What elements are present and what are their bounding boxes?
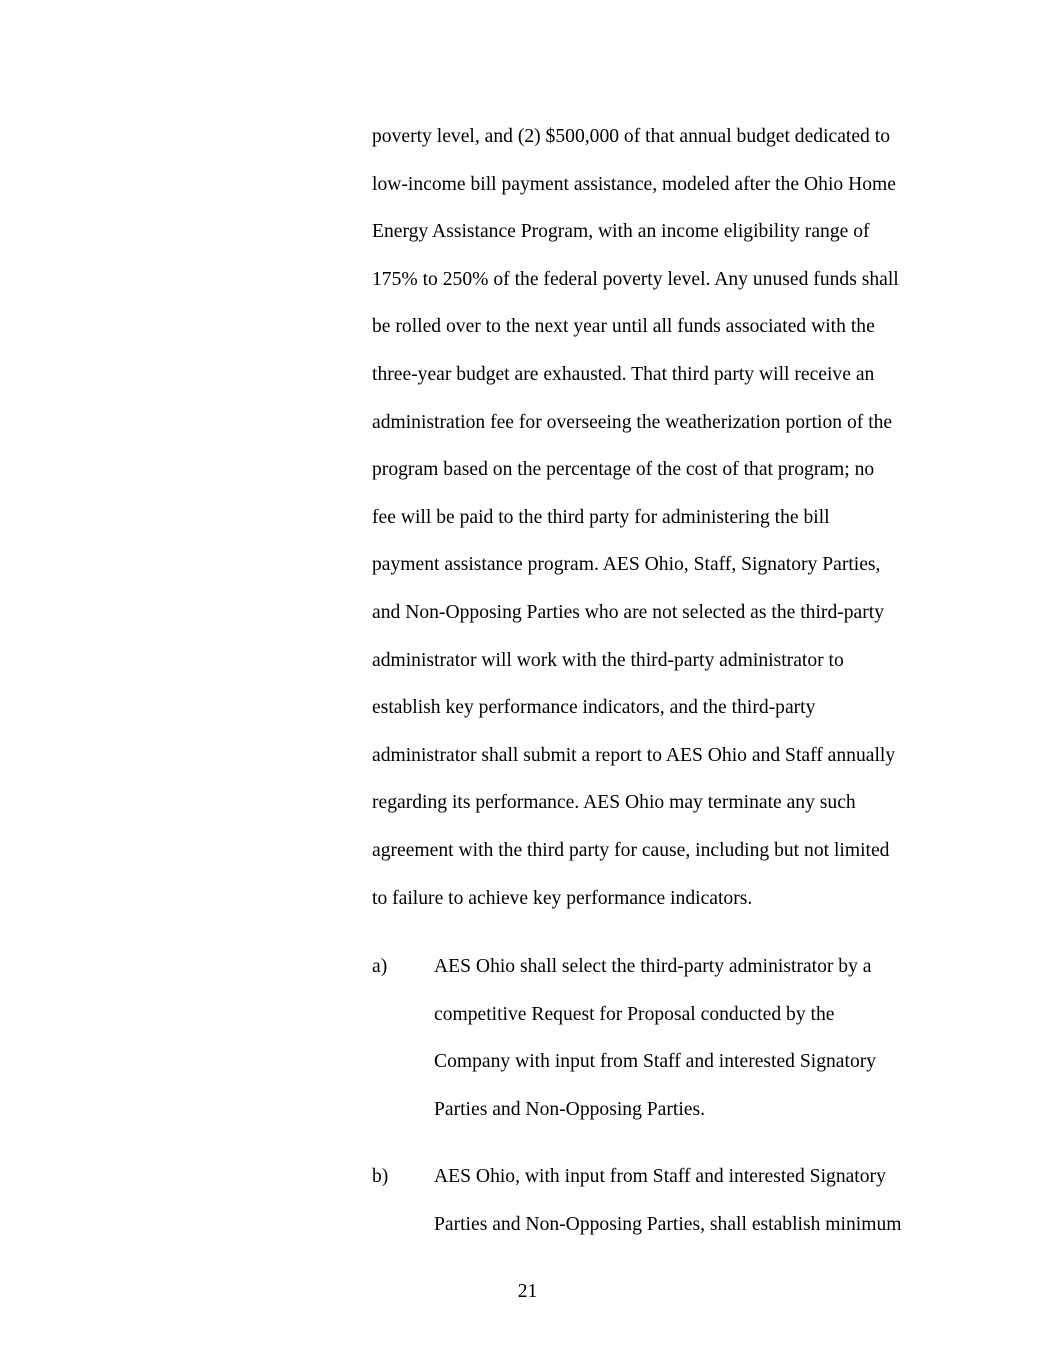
page-number: 21 (517, 1281, 538, 1302)
paragraph-line: regarding its performance. AES Ohio may terminate any such (372, 792, 856, 814)
list-item-line: Parties and Non-Opposing Parties. (434, 1098, 706, 1120)
paragraph-line: administrator will work with the third-party administrator to (372, 649, 844, 671)
list-item-line: Company with input from Staff and interested Signatory (434, 1051, 877, 1073)
paragraph-line: program based on the percentage of the cost of that program; no (372, 459, 875, 481)
list-marker: b) (372, 1166, 389, 1187)
list-item-line: AES Ohio shall select the third-party administrator by a (434, 956, 872, 977)
paragraph-line: agreement with the third party for cause, including but not limited (372, 839, 890, 861)
paragraph-line: administration fee for overseeing the weatherization portion of the (372, 411, 893, 433)
list-item-line: Parties and Non-Opposing Parties, shall establish minimum (434, 1213, 902, 1235)
list-item-line: competitive Request for Proposal conducted by the (434, 1003, 835, 1025)
list-item-text (434, 946, 994, 1136)
paragraph-line: be rolled over to the next year until all funds associated with the (372, 316, 875, 338)
paragraph-line: 175% to 250% of the federal poverty level. Any unused funds shall (372, 268, 899, 290)
paragraph-line: poverty level, and (2) $500,000 of that annual budget dedicated to (372, 126, 890, 147)
paragraph-line: Energy Assistance Program, with an income eligibility range of (372, 221, 870, 243)
paragraph-line: fee will be paid to the third party for administering the bill (372, 506, 830, 528)
paragraph-line: establish key performance indicators, and the third-party (372, 697, 816, 719)
list-marker: a) (372, 956, 388, 977)
list-item-text (434, 1156, 994, 1251)
body-paragraph (372, 116, 972, 925)
paragraph-line: administrator shall submit a report to AES Ohio and Staff annually (372, 744, 896, 766)
paragraph-line: and Non-Opposing Parties who are not selected as the third-party (372, 601, 885, 623)
paragraph-line: low-income bill payment assistance, modeled after the Ohio Home (372, 173, 896, 195)
paragraph-line: to failure to achieve key performance indicators. (372, 887, 753, 909)
paragraph-line: three-year budget are exhausted. That third party will receive an (372, 363, 875, 385)
list-item-line: AES Ohio, with input from Staff and interested Signatory (434, 1166, 886, 1187)
paragraph-line: payment assistance program. AES Ohio, Staff, Signatory Parties, (372, 554, 881, 576)
